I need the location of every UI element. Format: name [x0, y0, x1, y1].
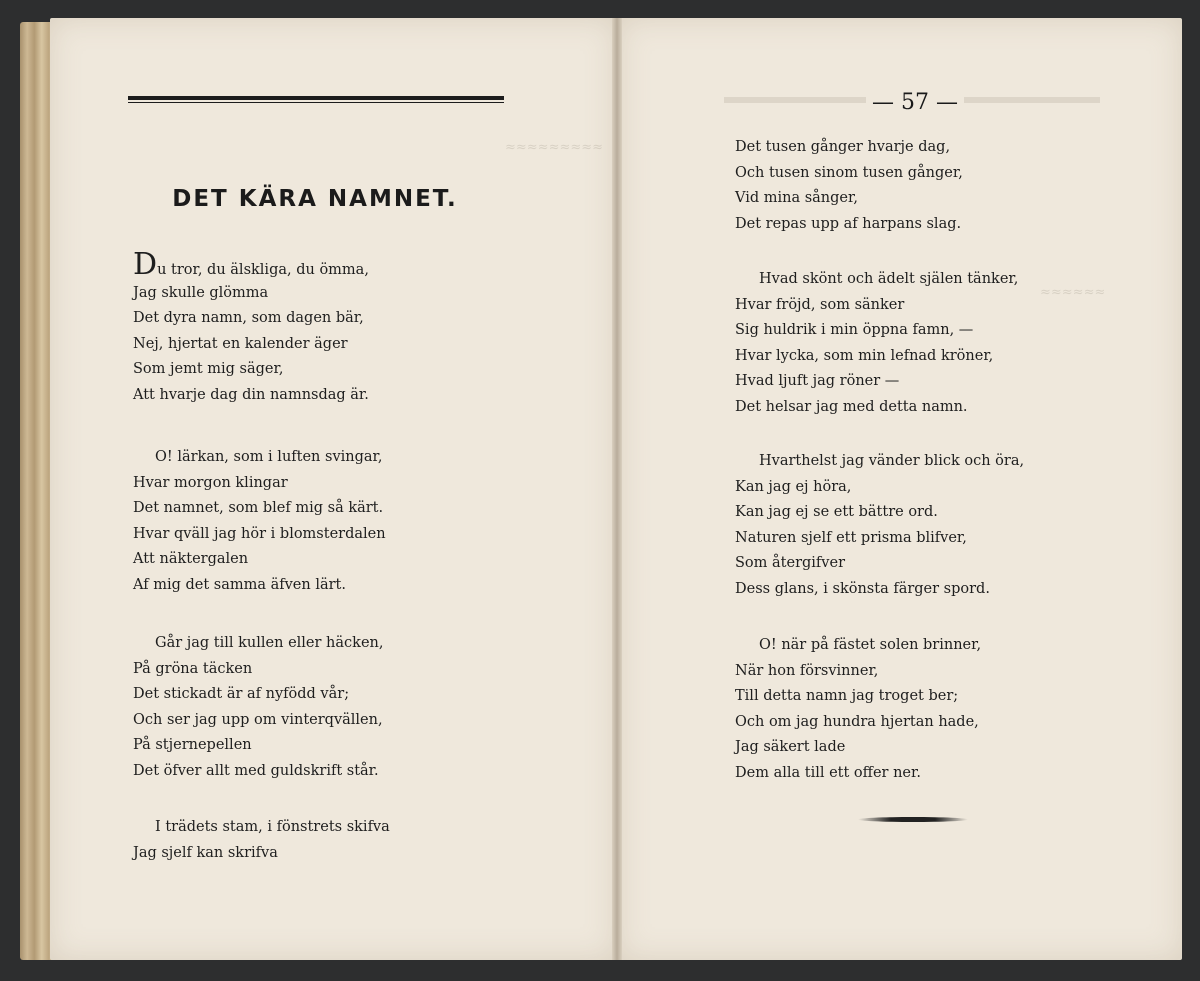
book-gutter — [612, 18, 622, 960]
stanza-8 — [735, 633, 981, 786]
verse-line: Och om jag hundra hjertan hade, — [735, 713, 979, 730]
header-rule — [128, 96, 504, 104]
verse-line: Och tusen sinom tusen gånger, — [735, 164, 963, 181]
poem-title: DET KÄRA NAMNET. — [172, 186, 458, 212]
verse-line: På gröna täcken — [133, 660, 253, 677]
stanza-2 — [133, 445, 386, 598]
stanza-5 — [735, 135, 963, 237]
verse-line: Det tusen gånger hvarje dag, — [735, 139, 951, 155]
verse-line: Som återgifver — [735, 555, 845, 571]
stanza-1 — [133, 247, 369, 408]
verse-line: Att näktergalen — [133, 551, 249, 567]
verse-line: O! lärkan, som i luften svingar, — [155, 449, 383, 465]
show-through-text: ≈≈≈≈≈≈≈≈≈ — [505, 140, 604, 155]
end-ornament-rule — [858, 817, 968, 822]
verse-line: Det helsar jag med detta namn. — [735, 398, 968, 415]
verse-line: Hvar fröjd, som sänker — [735, 296, 905, 313]
verse-line: Det namnet, som blef mig så kärt. — [133, 500, 384, 516]
verse-line: Att hvarje dag din namnsdag är. — [133, 386, 369, 403]
verse-line: Och ser jag upp om vinterqvällen, — [133, 711, 383, 728]
verse-line: Det repas upp af harpans slag. — [735, 215, 962, 232]
verse-line: På stjernepellen — [133, 737, 252, 753]
verse-line: När hon försvinner, — [735, 662, 879, 679]
verse-line: Hvar qväll jag hör i blomsterdalen — [133, 525, 386, 542]
verse-line: Kan jag ej se ett bättre ord. — [735, 504, 938, 520]
page-number: — 57 — — [860, 90, 970, 115]
verse-line: Af mig det samma äfven lärt. — [133, 576, 346, 593]
verse-line: Vid mina sånger, — [735, 190, 858, 206]
stanza-4 — [133, 815, 390, 866]
verse-line: Hvarthelst jag vänder blick och öra, — [759, 453, 1025, 469]
verse-line: Dem alla till ett offer ner. — [735, 764, 921, 781]
verse-line: Till detta namn jag troget ber; — [735, 688, 959, 704]
drop-cap: D — [133, 247, 158, 282]
verse-line: I trädets stam, i fönstrets skifva — [155, 819, 390, 835]
verse-line: Dess glans, i skönsta färger spord. — [735, 580, 990, 597]
verse-line: Hvar lycka, som min lefnad kröner, — [735, 347, 994, 364]
verse-line: Jag skulle glömma — [133, 284, 269, 301]
verse-line: Som jemt mig säger, — [133, 361, 284, 377]
verse-line: Går jag till kullen eller häcken, — [155, 635, 384, 651]
stanza-3 — [133, 631, 383, 784]
verse-line: Du tror, du älskliga, du ömma, — [133, 247, 369, 282]
verse-line: Det stickadt är af nyfödd vår; — [133, 686, 350, 702]
stanza-7 — [735, 449, 1024, 602]
verse-line: O! när på fästet solen brinner, — [759, 637, 982, 653]
stanza-6 — [735, 267, 1018, 420]
show-through-text: ≈≈≈≈≈≈ — [1040, 285, 1106, 300]
verse-line: Nej, hjertat en kalender äger — [133, 335, 348, 352]
verse-line: Jag säkert lade — [735, 739, 846, 755]
verse-line: Hvar morgon klingar — [133, 474, 288, 491]
verse-line: Jag sjelf kan skrifva — [133, 844, 278, 861]
verse-line: Hvad skönt och ädelt själen tänker, — [759, 271, 1019, 287]
verse-line: Det öfver allt med guldskrift står. — [133, 762, 379, 779]
verse-line: Sig huldrik i min öppna famn, — — [735, 322, 974, 338]
verse-line: Naturen sjelf ett prisma blifver, — [735, 529, 967, 546]
verse-line: Hvad ljuft jag röner — — [735, 373, 900, 389]
verse-line: Det dyra namn, som dagen bär, — [133, 310, 364, 326]
verse-line: Kan jag ej höra, — [735, 478, 852, 495]
